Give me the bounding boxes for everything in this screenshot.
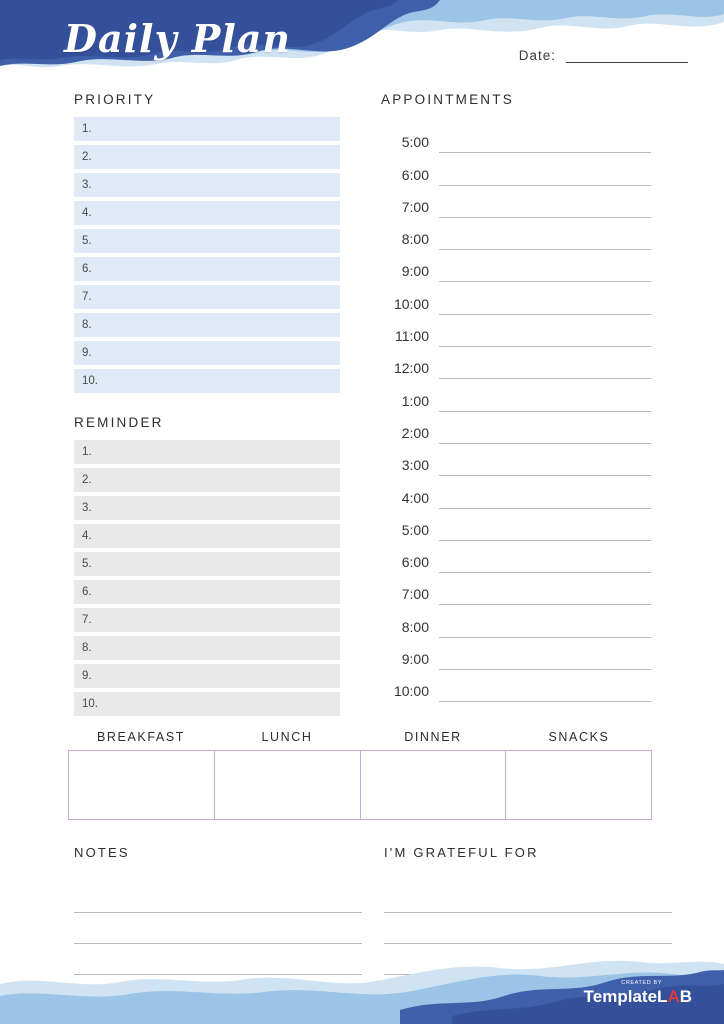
date-field[interactable] [519, 48, 688, 63]
notes-line[interactable] [74, 882, 362, 913]
appointment-row[interactable] [381, 315, 651, 347]
appointment-input-line[interactable] [439, 324, 651, 347]
list-item[interactable]: 5. [74, 229, 340, 253]
appointment-time: 7:00 [401, 198, 429, 215]
meal-box-snacks[interactable] [506, 751, 651, 819]
list-item[interactable]: 7. [74, 608, 340, 632]
list-item[interactable]: 5. [74, 552, 340, 576]
appointments-heading: APPOINTMENTS [381, 92, 514, 107]
reminder-heading: REMINDER [74, 415, 164, 430]
list-item[interactable]: 4. [74, 201, 340, 225]
logo-b-text: B [679, 987, 692, 1006]
appointment-time: 10:00 [393, 683, 429, 700]
appointment-time: 12:00 [393, 360, 429, 377]
list-item[interactable]: 7. [74, 285, 340, 309]
appointment-row[interactable] [381, 670, 651, 702]
logo-a-text: A [667, 987, 680, 1006]
appointment-row[interactable] [381, 412, 651, 444]
appointment-input-line[interactable] [439, 163, 651, 186]
appointment-time: 9:00 [401, 263, 429, 280]
spacer [74, 397, 340, 415]
page-title: Daily Plan [64, 16, 292, 61]
appointment-time: 7:00 [401, 586, 429, 603]
list-item[interactable]: 1. [74, 440, 340, 464]
appointment-row[interactable] [381, 573, 651, 605]
list-item[interactable]: 10. [74, 692, 340, 716]
appointment-input-line[interactable] [439, 550, 651, 573]
appointment-row[interactable] [381, 282, 651, 314]
appointment-input-line[interactable] [439, 582, 651, 605]
appointment-time: 1:00 [401, 392, 429, 409]
priority-list [74, 117, 340, 393]
appointment-time: 6:00 [401, 554, 429, 571]
appointment-time: 8:00 [401, 231, 429, 248]
appointment-row[interactable] [381, 444, 651, 476]
appointment-input-line[interactable] [439, 389, 651, 412]
appointment-input-line[interactable] [439, 453, 651, 476]
appointment-row[interactable] [381, 476, 651, 508]
appointment-time: 8:00 [401, 618, 429, 635]
meal-box-lunch[interactable] [215, 751, 361, 819]
appointment-row[interactable] [381, 121, 651, 153]
grateful-line[interactable] [384, 882, 672, 913]
list-item[interactable]: 2. [74, 468, 340, 492]
meal-header: BREAKFAST [96, 730, 186, 744]
date-input-line[interactable] [566, 48, 688, 63]
appointment-input-line[interactable] [439, 421, 651, 444]
priority-heading: PRIORITY [74, 92, 156, 107]
appointment-input-line[interactable] [439, 518, 651, 541]
appointment-time: 2:00 [401, 424, 429, 441]
appointment-time: 10:00 [393, 295, 429, 312]
appointment-input-line[interactable] [439, 486, 651, 509]
grateful-heading: I'M GRATEFUL FOR [384, 845, 539, 860]
appointment-row[interactable] [381, 347, 651, 379]
appointment-time: 5:00 [401, 521, 429, 538]
list-item[interactable]: 9. [74, 341, 340, 365]
list-item[interactable]: 10. [74, 369, 340, 393]
appointment-time: 4:00 [401, 489, 429, 506]
appointment-row[interactable] [381, 605, 651, 637]
appointment-row[interactable] [381, 218, 651, 250]
appointment-time: 5:00 [401, 134, 429, 151]
meal-header: DINNER [404, 730, 462, 744]
meal-box-breakfast[interactable] [69, 751, 215, 819]
appointment-input-line[interactable] [439, 356, 651, 379]
list-item[interactable]: 3. [74, 496, 340, 520]
logo-created-by-label: CREATED BY [621, 979, 662, 986]
appointment-input-line[interactable] [439, 679, 651, 702]
meals-headers [68, 730, 652, 744]
appointment-input-line[interactable] [439, 615, 651, 638]
left-column [74, 92, 340, 720]
appointment-input-line[interactable] [439, 195, 651, 218]
appointment-row[interactable] [381, 153, 651, 185]
list-item[interactable]: 8. [74, 636, 340, 660]
list-item[interactable]: 8. [74, 313, 340, 337]
appointment-time: 3:00 [401, 457, 429, 474]
meal-box-dinner[interactable] [361, 751, 507, 819]
meal-header: SNACKS [548, 730, 610, 744]
templatelab-logo [584, 981, 692, 1007]
list-item[interactable]: 6. [74, 580, 340, 604]
appointment-time: 9:00 [401, 651, 429, 668]
appointment-row[interactable] [381, 186, 651, 218]
appointments-column [381, 92, 651, 702]
meal-header: LUNCH [261, 730, 313, 744]
list-item[interactable]: 9. [74, 664, 340, 688]
footer-banner [0, 938, 724, 1024]
reminder-list [74, 440, 340, 716]
list-item[interactable]: 3. [74, 173, 340, 197]
spacer [381, 107, 651, 121]
meals-section [68, 730, 652, 820]
appointment-row[interactable] [381, 638, 651, 670]
appointment-input-line[interactable] [439, 292, 651, 315]
logo-l-text: L [657, 987, 668, 1006]
appointment-time: 11:00 [395, 328, 429, 345]
appointment-row[interactable] [381, 541, 651, 573]
appointment-time: 6:00 [401, 166, 429, 183]
meals-boxes [68, 750, 652, 820]
logo-wordmark [584, 987, 692, 1006]
list-item[interactable]: 2. [74, 145, 340, 169]
list-item[interactable]: 6. [74, 257, 340, 281]
appointment-input-line[interactable] [439, 647, 651, 670]
appointment-input-line[interactable] [439, 130, 651, 153]
notes-heading: NOTES [74, 845, 130, 860]
appointment-row[interactable] [381, 509, 651, 541]
list-item[interactable]: 4. [74, 524, 340, 548]
list-item[interactable]: 1. [74, 117, 340, 141]
logo-template-text: Template [583, 987, 658, 1006]
appointment-input-line[interactable] [439, 259, 651, 282]
date-label: Date: [518, 48, 556, 63]
appointment-row[interactable] [381, 250, 651, 282]
appointment-row[interactable] [381, 379, 651, 411]
appointment-input-line[interactable] [439, 227, 651, 250]
header-banner [0, 0, 724, 92]
